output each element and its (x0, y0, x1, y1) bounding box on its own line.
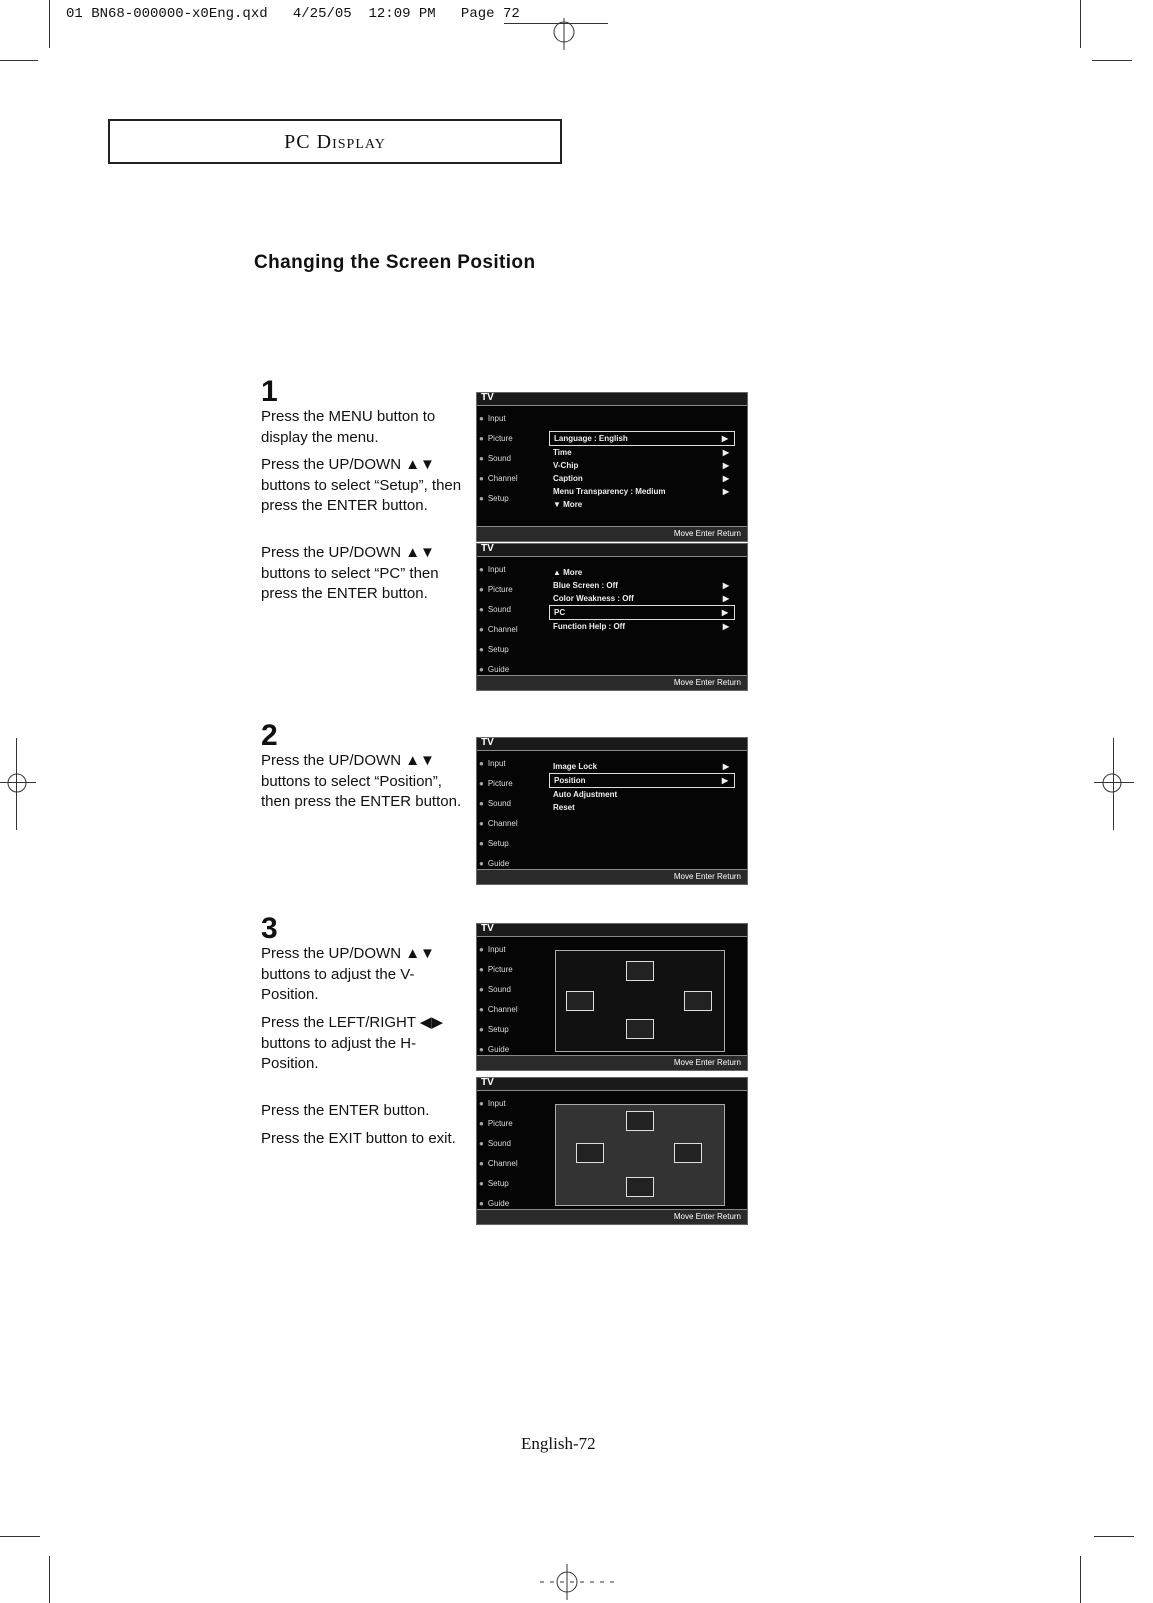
tv-sidebar (479, 560, 541, 680)
tv-screen-pc (476, 543, 748, 691)
sidebar-item-guide: ● Guide (479, 1040, 541, 1060)
tv-menu (549, 760, 735, 814)
crop-mark (1080, 1556, 1081, 1603)
tv-screen-setup (476, 392, 748, 542)
tv-screen-position (476, 923, 748, 1071)
tv-bottom-bar: Move Enter Return (477, 675, 747, 690)
position-adjust-area (555, 1104, 725, 1206)
sidebar-item-channel: ● Channel (479, 814, 541, 834)
registration-mark-icon (1101, 772, 1123, 794)
screen-down-icon (626, 1019, 654, 1039)
step-number: 3 (261, 912, 278, 945)
tv-bottom-bar: Move Enter Return (477, 1055, 747, 1070)
tv-bottom-bar: Move Enter Return (477, 1209, 747, 1224)
crop-mark (0, 60, 38, 61)
crop-mark (1080, 0, 1081, 48)
sidebar-item-input: ● Input (479, 754, 541, 774)
menu-item-image-lock: Image Lock ▶ (553, 762, 729, 771)
sidebar-item-picture: ● Picture (479, 1114, 541, 1134)
step-number: 1 (261, 375, 278, 408)
step-text: Press the EXIT button to exit. (261, 1130, 456, 1147)
screen-up-icon (626, 961, 654, 981)
menu-item-pc: PC ▶ (549, 605, 735, 620)
tv-title-bar: TV (477, 1078, 747, 1091)
tv-sidebar (479, 1094, 541, 1214)
menu-item-caption: Caption ▶ (553, 474, 729, 483)
screen-right-icon (674, 1143, 702, 1163)
crop-mark (1092, 60, 1132, 61)
tv-screen-pc-menu (476, 737, 748, 885)
menu-item-more: ▼ More (553, 500, 583, 509)
step-text: Press the UP/DOWN ▲▼ buttons to select “Position”, then press the ENTER button. (261, 752, 462, 810)
section-title: PC Display (284, 131, 386, 153)
position-adjust-area (555, 950, 725, 1052)
tv-title-bar: TV (477, 544, 747, 557)
menu-item-blue-screen: Blue Screen : Off ▶ (553, 581, 729, 590)
tv-menu (549, 431, 735, 511)
menu-item-reset: Reset (553, 803, 575, 812)
print-time: 12:09 PM (368, 6, 436, 22)
menu-item-menu-transparency: Menu Transparency : Medium ▶ (553, 487, 729, 496)
sidebar-item-sound: ● Sound (479, 449, 541, 469)
sidebar-item-sound: ● Sound (479, 600, 541, 620)
step-text: Press the UP/DOWN ▲▼ buttons to select “Setup”, then press the ENTER button. (261, 456, 462, 514)
sidebar-item-picture: ● Picture (479, 960, 541, 980)
sidebar-item-setup: ● Setup (479, 1174, 541, 1194)
tv-sidebar (479, 940, 541, 1060)
tv-sidebar (479, 754, 541, 874)
menu-item-language: Language : English ▶ (549, 431, 735, 446)
step-text: Press the UP/DOWN ▲▼ buttons to select “PC” then press the ENTER button. (261, 544, 439, 602)
sidebar-item-picture: ● Picture (479, 580, 541, 600)
crop-mark (49, 1556, 50, 1603)
step-text: Press the UP/DOWN ▲▼ buttons to adjust the V-Position. (261, 945, 435, 1003)
menu-item-auto-adjustment: Auto Adjustment (553, 790, 618, 799)
page-heading: Changing the Screen Position (254, 252, 536, 273)
menu-item-function-help: Function Help : Off ▶ (553, 622, 729, 631)
screen-right-icon (684, 991, 712, 1011)
print-header (66, 6, 520, 22)
tv-bottom-bar: Move Enter Return (477, 869, 747, 884)
menu-item-position: Position ▶ (549, 773, 735, 788)
print-date: 4/25/05 (292, 6, 352, 22)
tv-title-bar: TV (477, 924, 747, 937)
sidebar-item-input: ● Input (479, 1094, 541, 1114)
sidebar-item-sound: ● Sound (479, 794, 541, 814)
crop-mark (49, 0, 50, 48)
print-page-label: Page (460, 6, 495, 22)
sidebar-item-picture: ● Picture (479, 774, 541, 794)
print-header-underline (504, 23, 608, 24)
step-text: Press the ENTER button. (261, 1102, 430, 1119)
sidebar-item-input: ● Input (479, 940, 541, 960)
page-footer: English-72 (521, 1434, 596, 1453)
sidebar-item-picture: ● Picture (479, 429, 541, 449)
sidebar-item-channel: ● Channel (479, 1000, 541, 1020)
step-text: Press the MENU button to display the menu. (261, 408, 436, 446)
registration-mark-icon (6, 772, 28, 794)
tv-screen-position-adjusted (476, 1077, 748, 1225)
tv-bottom-bar: Move Enter Return (477, 526, 747, 541)
sidebar-item-input: ● Input (479, 560, 541, 580)
step-text: Press the LEFT/RIGHT ◀▶ buttons to adjust the H-Position. (261, 1014, 443, 1072)
sidebar-item-sound: ● Sound (479, 1134, 541, 1154)
sidebar-item-sound: ● Sound (479, 980, 541, 1000)
print-page-number: 72 (502, 6, 520, 22)
sidebar-item-input: ● Input (479, 409, 541, 429)
sidebar-item-setup: ● Setup (479, 1020, 541, 1040)
screen-up-icon (626, 1111, 654, 1131)
tv-title-bar: TV (477, 738, 747, 751)
tv-sidebar (479, 409, 541, 509)
sidebar-item-setup: ● Setup (479, 640, 541, 660)
step-number: 2 (261, 719, 278, 752)
sidebar-item-setup: ● Setup (479, 489, 541, 509)
section-header-box (108, 119, 562, 164)
sidebar-item-guide: ● Guide (479, 660, 541, 680)
crop-mark (1094, 1536, 1134, 1537)
menu-item-more: ▲ More (553, 568, 583, 577)
tv-menu (549, 566, 735, 633)
menu-item-time: Time ▶ (553, 448, 729, 457)
screen-left-icon (566, 991, 594, 1011)
crop-mark (0, 1536, 40, 1537)
sidebar-item-guide: ● Guide (479, 1194, 541, 1214)
tv-title-bar: TV (477, 393, 747, 406)
screen-down-icon (626, 1177, 654, 1197)
registration-mark-icon (540, 1564, 620, 1600)
menu-item-color-weakness: Color Weakness : Off ▶ (553, 594, 729, 603)
sidebar-item-setup: ● Setup (479, 834, 541, 854)
print-file: 01 BN68-000000-x0Eng.qxd (66, 6, 268, 22)
sidebar-item-guide: ● Guide (479, 854, 541, 874)
screen-left-icon (576, 1143, 604, 1163)
sidebar-item-channel: ● Channel (479, 469, 541, 489)
sidebar-item-channel: ● Channel (479, 620, 541, 640)
menu-item-vchip: V-Chip ▶ (553, 461, 729, 470)
sidebar-item-channel: ● Channel (479, 1154, 541, 1174)
